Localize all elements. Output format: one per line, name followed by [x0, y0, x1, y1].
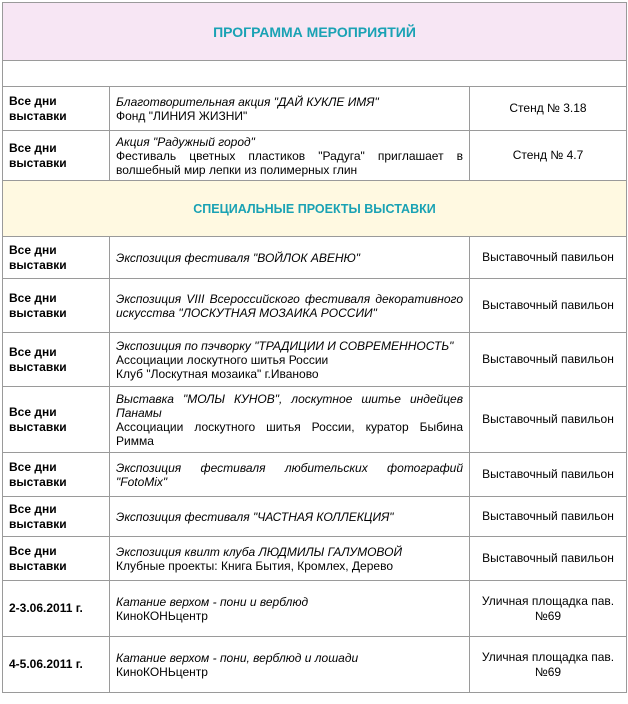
- event-location: Выставочный павильон: [470, 387, 627, 453]
- events-table: [2, 2, 627, 693]
- event-description: [110, 87, 470, 131]
- event-location: Выставочный павильон: [470, 237, 627, 279]
- event-title: Экспозиция фестиваля "ВОЙЛОК АВЕНЮ": [116, 250, 361, 265]
- event-date: Все дни выставки: [3, 131, 110, 181]
- event-location: Выставочный павильон: [470, 497, 627, 537]
- event-title: Экспозиция фестиваля любительских фотографий "FotoMix": [116, 460, 463, 489]
- special-projects-title: СПЕЦИАЛЬНЫЕ ПРОЕКТЫ ВЫСТАВКИ: [3, 181, 627, 237]
- event-title: Экспозиция по пэчворку "ТРАДИЦИИ И СОВРЕМЕННОСТЬ": [116, 338, 454, 353]
- event-detail: Ассоциации лоскутного шитья России, куратор Быбина Римма: [116, 419, 463, 448]
- event-location: Выставочный павильон: [470, 333, 627, 387]
- event-row: [3, 497, 627, 537]
- event-detail: КиноКОНЬцентр: [116, 664, 208, 679]
- event-title: Благотворительная акция "ДАЙ КУКЛЕ ИМЯ": [116, 94, 379, 109]
- event-detail: КиноКОНЬцентр: [116, 608, 208, 623]
- event-location: Выставочный павильон: [470, 537, 627, 581]
- program-title: ПРОГРАММА МЕРОПРИЯТИЙ: [3, 3, 627, 61]
- event-row: [3, 637, 627, 693]
- header-row: [3, 3, 627, 61]
- event-row: [3, 237, 627, 279]
- event-title: Экспозиция фестиваля "ЧАСТНАЯ КОЛЛЕКЦИЯ": [116, 509, 394, 524]
- event-description: [110, 637, 470, 693]
- event-detail: Фестиваль цветных пластиков "Радуга" приглашает в волшебный мир лепки из полимерных глин: [116, 148, 463, 177]
- event-title: Выставка "МОЛЫ КУНОВ", лоскутное шитье индейцев Панамы: [116, 391, 463, 420]
- event-row: [3, 279, 627, 333]
- event-row: [3, 453, 627, 497]
- event-date: 4-5.06.2011 г.: [3, 637, 110, 693]
- event-row: [3, 581, 627, 637]
- event-title: Катание верхом - пони и верблюд: [116, 594, 309, 609]
- event-location: Выставочный павильон: [470, 453, 627, 497]
- event-date: Все дни выставки: [3, 333, 110, 387]
- event-detail: Клубные проекты: Книга Бытия, Кромлех, Дерево: [116, 558, 393, 573]
- event-description: [110, 279, 470, 333]
- event-description: [110, 237, 470, 279]
- event-date: Все дни выставки: [3, 237, 110, 279]
- event-location: Стенд № 4.7: [470, 131, 627, 181]
- event-description: [110, 387, 470, 453]
- event-detail: Фонд "ЛИНИЯ ЖИЗНИ": [116, 108, 248, 123]
- event-location: Стенд № 3.18: [470, 87, 627, 131]
- blank-row: [3, 61, 627, 87]
- event-date: Все дни выставки: [3, 87, 110, 131]
- event-description: [110, 581, 470, 637]
- event-date: 2-3.06.2011 г.: [3, 581, 110, 637]
- event-title: Экспозиция VIII Всероссийского фестиваля декоративного искусства "ЛОСКУТНАЯ МОЗАИКА РОССИИ": [116, 291, 463, 320]
- event-row: [3, 387, 627, 453]
- event-date: Все дни выставки: [3, 453, 110, 497]
- event-description: [110, 453, 470, 497]
- event-date: Все дни выставки: [3, 279, 110, 333]
- event-description: [110, 333, 470, 387]
- event-date: Все дни выставки: [3, 497, 110, 537]
- event-row: [3, 131, 627, 181]
- event-date: Все дни выставки: [3, 537, 110, 581]
- event-location: Уличная площадка пав. №69: [470, 637, 627, 693]
- event-location: Уличная площадка пав. №69: [470, 581, 627, 637]
- event-location: Выставочный павильон: [470, 279, 627, 333]
- event-title: Акция "Радужный город": [116, 134, 255, 149]
- event-title: Катание верхом - пони, верблюд и лошади: [116, 650, 359, 665]
- event-row: [3, 87, 627, 131]
- event-detail: Клуб "Лоскутная мозаика" г.Иваново: [116, 366, 319, 381]
- event-description: [110, 537, 470, 581]
- event-description: [110, 131, 470, 181]
- event-date: Все дни выставки: [3, 387, 110, 453]
- event-row: [3, 537, 627, 581]
- blank-cell: [3, 61, 627, 87]
- special-projects-row: [3, 181, 627, 237]
- event-description: [110, 497, 470, 537]
- event-row: [3, 333, 627, 387]
- event-detail: Ассоциации лоскутного шитья России: [116, 352, 329, 367]
- event-title: Экспозиция квилт клуба ЛЮДМИЛЫ ГАЛУМОВОЙ: [116, 544, 403, 559]
